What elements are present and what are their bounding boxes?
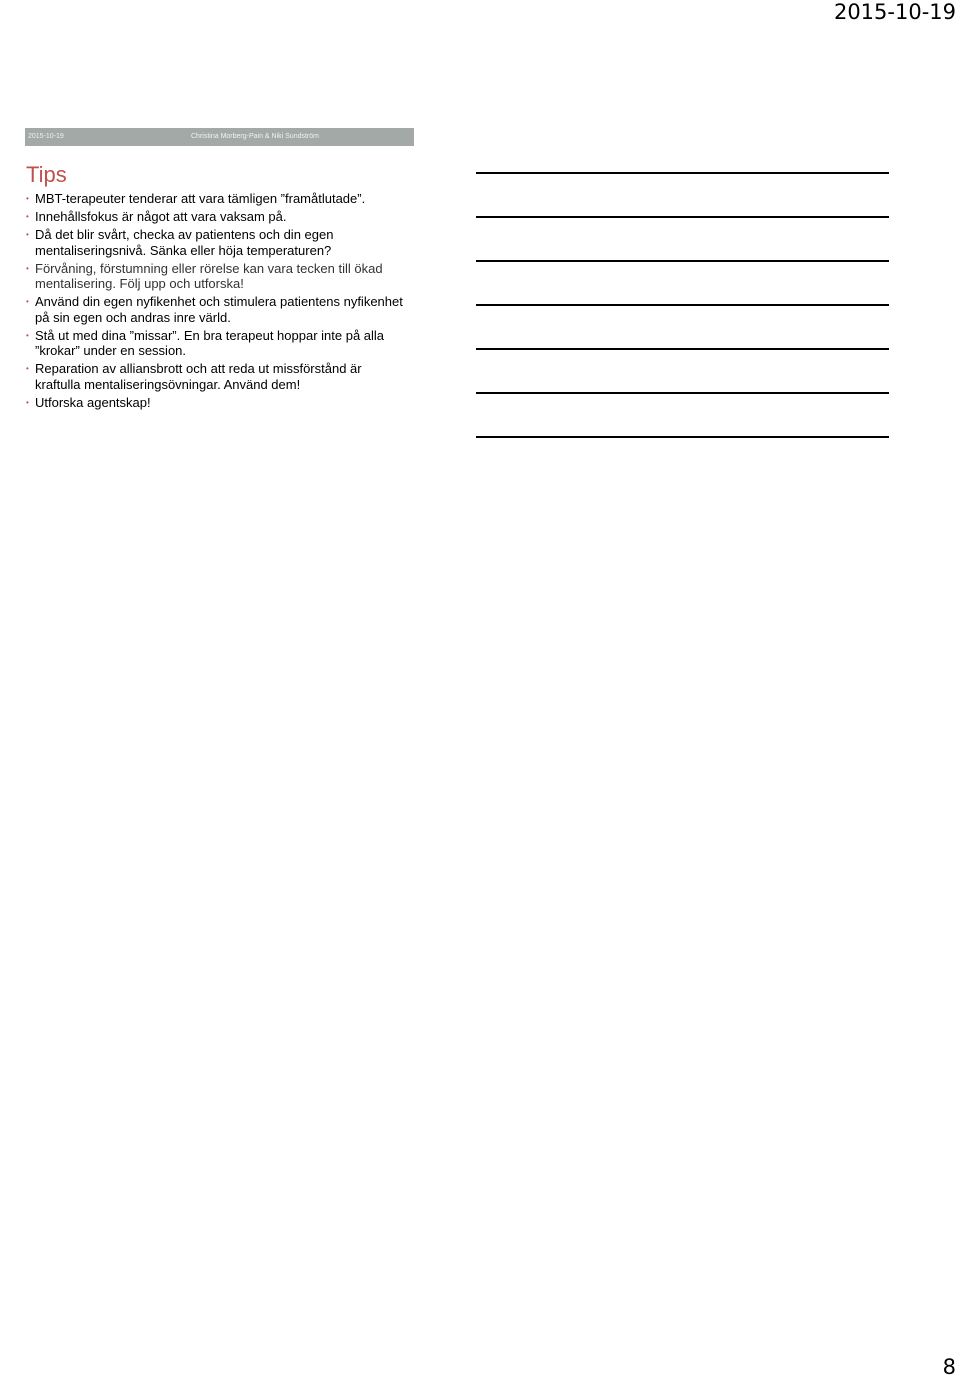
bullet-dot-icon: • xyxy=(26,194,29,203)
note-line xyxy=(476,216,889,218)
note-line xyxy=(476,304,889,306)
bullet-dot-icon: • xyxy=(26,364,29,373)
bullet-text: Förvåning, förstumning eller rörelse kan vara tecken till ökad mentalisering. Följ upp och utforska! xyxy=(35,260,383,291)
page-date: 2015-10-19 xyxy=(833,0,956,24)
bullet-text: Innehållsfokus är något att vara vaksam på. xyxy=(35,209,287,224)
bullet-item xyxy=(25,191,405,207)
bullet-item xyxy=(25,209,405,225)
bullet-item xyxy=(25,294,405,325)
bullet-dot-icon: • xyxy=(26,397,29,407)
bullet-dot-icon: • xyxy=(26,330,29,340)
slide-thumbnail xyxy=(25,128,414,418)
bullet-text: Reparation av alliansbrott och att reda ut missförstånd är kraftulla mentaliseringsövningar. Använd dem! xyxy=(35,361,362,392)
bullet-text: Utforska agentskap! xyxy=(35,394,151,410)
slide-header-authors: Christina Morberg-Pain & Niki Sundström xyxy=(191,133,319,140)
bullet-item xyxy=(25,227,405,258)
bullet-dot-icon: • xyxy=(26,297,29,306)
bullet-text: Då det blir svårt, checka av patientens och din egen mentaliseringsnivå. Sänka eller höja temperaturen? xyxy=(35,227,334,258)
slide-title: Tips xyxy=(26,162,67,187)
bullet-list xyxy=(25,191,405,413)
note-line xyxy=(476,392,889,394)
bullet-dot-icon: • xyxy=(26,230,29,239)
bullet-item xyxy=(25,328,405,359)
bullet-text: Använd din egen nyfikenhet och stimulera patientens nyfikenhet på sin egen och andras inre värld. xyxy=(35,294,403,325)
slide-header-date: 2015-10-19 xyxy=(28,133,64,140)
page-number: 8 xyxy=(942,1355,956,1379)
bullet-text: Stå ut med dina ”missar”. En bra terapeut hoppar inte på alla ”krokar” under en session. xyxy=(35,327,385,358)
note-line xyxy=(476,260,889,262)
bullet-text: MBT-terapeuter tenderar att vara tämligen ”framåtlutade”. xyxy=(35,191,366,206)
bullet-item xyxy=(25,361,405,392)
bullet-dot-icon: • xyxy=(26,212,29,221)
bullet-dot-icon: • xyxy=(26,263,29,273)
slide-header-bar xyxy=(25,128,414,146)
note-line xyxy=(476,348,889,350)
bullet-item xyxy=(25,395,405,411)
note-line xyxy=(476,172,889,174)
note-line xyxy=(476,436,889,438)
bullet-item xyxy=(25,261,405,292)
